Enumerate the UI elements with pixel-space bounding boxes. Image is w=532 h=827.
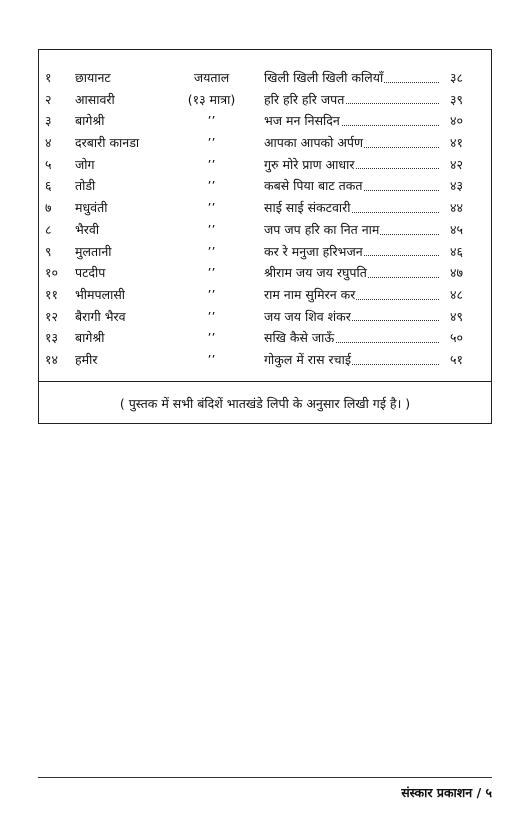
song-title-text: कर रे मनुजा हरिभजन [264,243,363,259]
raga-name: छायानट [75,70,111,85]
raga-name: मुलतानी [75,243,112,259]
song-title [264,241,463,263]
contents-row [39,262,491,284]
raga-name: दरबारी कानडा [75,135,140,151]
contents-row [39,349,491,371]
row-number: ३ [45,113,52,129]
contents-row [39,219,491,241]
raga-name: भीमपलासी [75,286,126,302]
contents-row [39,154,491,176]
raga-name: बैरागी भैरव [75,308,126,324]
taal-name: ’’ [207,243,216,259]
raga-name: बागेश्री [75,113,105,129]
raga-name: तोडी [75,178,96,194]
song-title-text: साई साई संकटवारी [264,200,351,216]
song-title-text: राम नाम सुमिरन कर [264,286,356,302]
contents-row [39,306,491,328]
page-number: ४२ [449,154,463,176]
taal-name: ’’ [207,265,216,281]
taal-name: ’’ [207,200,216,216]
song-title [264,89,463,111]
contents-row [39,67,491,89]
taal-name: ’’ [207,351,216,367]
song-title [264,349,463,371]
page-number: ४८ [449,284,463,306]
note-text: ( पुस्तक में सभी बंदिशें भातखंडे लिपी के अनुसार लिखी गई है। ) [119,396,411,411]
row-number: १२ [45,308,59,324]
song-title [264,175,463,197]
song-title-text: भज मन निसदिन [264,113,340,129]
row-number: ४ [45,135,52,151]
song-title-text: गुरु मोरे प्राण आधार [264,156,355,172]
row-number: १३ [45,330,59,346]
song-title [264,262,463,284]
song-title [264,110,463,132]
song-title [264,327,463,349]
page-number: ५१ [449,349,463,371]
page-number: ३८ [449,67,463,89]
song-title [264,306,463,328]
page-number: ४१ [449,132,463,154]
row-number: ९ [45,243,52,259]
page-number: ४३ [449,175,463,197]
row-number: ५ [45,156,52,172]
divider [39,381,491,382]
page-number: ४० [449,110,463,132]
taal-name: ’’ [207,135,216,151]
page-number: ३९ [449,89,463,111]
taal-name: ’’ [207,286,216,302]
row-number: ६ [45,178,52,194]
row-number: २ [45,91,52,107]
row-number: ११ [45,286,59,302]
row-number: ८ [45,221,52,237]
contents-list [39,67,491,371]
song-title [264,197,463,219]
page-number: ४५ [449,219,463,241]
song-title [264,132,463,154]
song-title-text: श्रीराम जय जय रघुपति [264,265,367,281]
contents-box [38,49,492,424]
taal-name: ’’ [207,330,216,346]
raga-name: आसावरी [75,91,115,107]
raga-name: जोग [75,156,95,172]
song-title [264,284,463,306]
page-number: ४९ [449,306,463,328]
taal-name: ’’ [207,178,216,194]
taal-name: ’’ [207,156,216,172]
raga-name: भैरवी [75,221,100,237]
song-title-text: सखि कैसे जाऊँ [264,330,335,346]
contents-row [39,132,491,154]
taal-name: ’’ [207,113,216,129]
row-number: ७ [45,200,52,216]
page-number: ५० [449,327,463,349]
page-number: ४४ [449,197,463,219]
raga-name: पटदीप [75,265,106,281]
song-title-text: गोकुल में रास रचाई [264,351,351,367]
page-footer: संस्कार प्रकाशन / ५ [401,785,492,800]
song-title [264,154,463,176]
contents-row [39,89,491,111]
raga-name: हमीर [75,351,98,367]
taal-name: जयताल [193,70,230,85]
contents-row [39,197,491,219]
song-title-text: जय जय शिव शंकर [264,308,351,324]
page-number: ४६ [449,241,463,263]
taal-name: (१३ मात्रा) [187,91,236,107]
contents-row [39,284,491,306]
contents-row [39,241,491,263]
taal-name: ’’ [207,308,216,324]
contents-row [39,327,491,349]
song-title-text: कबसे पिया बाट तकत [264,178,363,194]
song-title-text: आपका आपको अर्पण [264,135,364,151]
taal-name: ’’ [207,221,216,237]
row-number: १० [45,265,59,281]
song-title-text: जप जप हरि का नित नाम [264,221,380,237]
raga-name: मधुवंती [75,200,108,216]
contents-row [39,175,491,197]
song-title [264,67,463,89]
song-title-text: हरि हरि हरि जपत [264,91,345,107]
row-number: १ [45,70,52,85]
page-number: ४७ [449,262,463,284]
song-title-text: खिली खिली खिली कलियाँ [264,70,384,85]
song-title [264,219,463,241]
raga-name: बागेश्री [75,330,105,346]
footer-rule [38,777,492,778]
contents-row [39,110,491,132]
row-number: १४ [45,351,59,367]
